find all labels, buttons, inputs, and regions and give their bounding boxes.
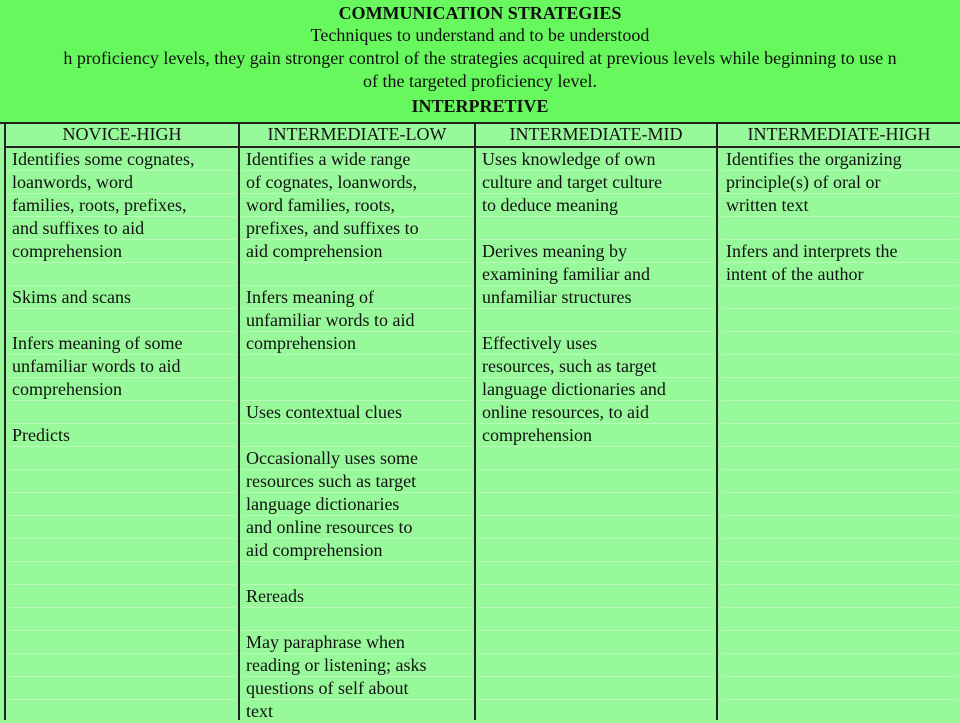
strategy-item: [478, 332, 714, 447]
strategy-item: [242, 585, 472, 608]
strategy-line: intent of the author: [726, 264, 864, 284]
strategy-line: Infers meaning of: [246, 287, 374, 307]
strategy-line: principle(s) of oral or: [726, 172, 881, 192]
strategy-line: Occasionally uses some: [246, 448, 418, 468]
strategy-item: [242, 286, 472, 378]
strategy-line: examining familiar and: [482, 264, 650, 284]
strategy-line: Uses contextual clues: [246, 402, 402, 422]
strategy-item: [8, 148, 236, 263]
strategy-line: Derives meaning by: [482, 241, 627, 261]
strategy-line: to deduce meaning: [482, 195, 618, 215]
strategy-line: comprehension: [482, 425, 592, 445]
strategy-item: [8, 424, 236, 447]
strategy-line: resources such as target: [246, 471, 417, 491]
strategy-line: comprehension: [12, 379, 122, 399]
strategy-line: Effectively uses: [482, 333, 598, 353]
table-header: [0, 0, 960, 96]
strategy-line: word families, roots,: [246, 195, 395, 215]
strategy-line: comprehension: [12, 241, 122, 261]
column-body-intermediate-low: [242, 148, 472, 720]
strategy-item: [8, 286, 236, 309]
section-label-interpretive: INTERPRETIVE: [0, 94, 960, 124]
strategy-line: and suffixes to aid: [12, 218, 145, 238]
column-body-intermediate-mid: [478, 148, 714, 720]
strategy-item: [722, 240, 958, 286]
strategy-line: prefixes, and suffixes to: [246, 218, 419, 238]
column-divider: [238, 124, 240, 720]
column-heading-intermediate-low: INTERMEDIATE-LOW: [240, 124, 474, 148]
strategy-line: reading or listening; asks: [246, 655, 427, 675]
strategy-line: comprehension: [246, 333, 356, 353]
strategy-line: resources, such as target: [482, 356, 657, 376]
strategy-line: aid comprehension: [246, 241, 383, 261]
strategy-line: Rereads: [246, 586, 304, 606]
strategy-line: May paraphrase when: [246, 632, 405, 652]
strategy-line: questions of self about: [246, 678, 409, 698]
strategy-line: Skims and scans: [12, 287, 131, 307]
strategy-line: Identifies some cognates,: [12, 149, 195, 169]
strategy-item: [242, 401, 472, 424]
strategy-item: [478, 148, 714, 217]
strategy-line: Identifies the organizing: [726, 149, 902, 169]
column-heading-novice-high: NOVICE-HIGH: [6, 124, 238, 148]
column-heading-intermediate-mid: INTERMEDIATE-MID: [476, 124, 716, 148]
column-divider: [716, 124, 718, 720]
strategy-line: Uses knowledge of own: [482, 149, 656, 169]
table-subtitle: Techniques to understand and to be understood: [310, 25, 650, 45]
strategy-line: culture and target culture: [482, 172, 663, 192]
strategy-line: unfamiliar words to aid: [246, 310, 415, 330]
strategy-item: [242, 148, 472, 263]
strategy-line: unfamiliar words to aid: [12, 356, 181, 376]
column-heading-intermediate-high: INTERMEDIATE-HIGH: [718, 124, 960, 148]
strategy-line: families, roots, prefixes,: [12, 195, 187, 215]
strategy-line: [246, 355, 468, 378]
strategy-line: unfamiliar structures: [482, 287, 632, 307]
column-body-novice-high: [8, 148, 236, 720]
strategy-line: written text: [726, 195, 809, 215]
column-body-intermediate-high: [722, 148, 958, 720]
column-divider: [4, 124, 6, 720]
strategy-line: Predicts: [12, 425, 70, 445]
strategy-line: language dictionaries and: [482, 379, 666, 399]
strategy-line: and online resources to: [246, 517, 413, 537]
strategy-line: Infers meaning of some: [12, 333, 183, 353]
table-title: COMMUNICATION STRATEGIES: [338, 3, 622, 23]
strategy-item: [242, 631, 472, 723]
strategy-line: aid comprehension: [246, 540, 383, 560]
strategy-item: [478, 240, 714, 309]
strategy-item: [8, 332, 236, 401]
strategy-line: text: [246, 701, 273, 721]
table-description-line-1: h proficiency levels, they gain stronger control of the strategies acquired at previous levels while beginning to use n: [63, 48, 897, 68]
strategy-item: [242, 447, 472, 562]
strategy-line: online resources, to aid: [482, 402, 649, 422]
strategy-line: language dictionaries: [246, 494, 400, 514]
column-divider: [474, 124, 476, 720]
strategy-item: [722, 148, 958, 217]
strategy-line: loanwords, word: [12, 172, 133, 192]
table-description-line-2: of the targeted proficiency level.: [362, 71, 598, 91]
strategy-line: Infers and interprets the: [726, 241, 898, 261]
strategy-line: Identifies a wide range: [246, 149, 411, 169]
strategy-line: of cognates, loanwords,: [246, 172, 417, 192]
